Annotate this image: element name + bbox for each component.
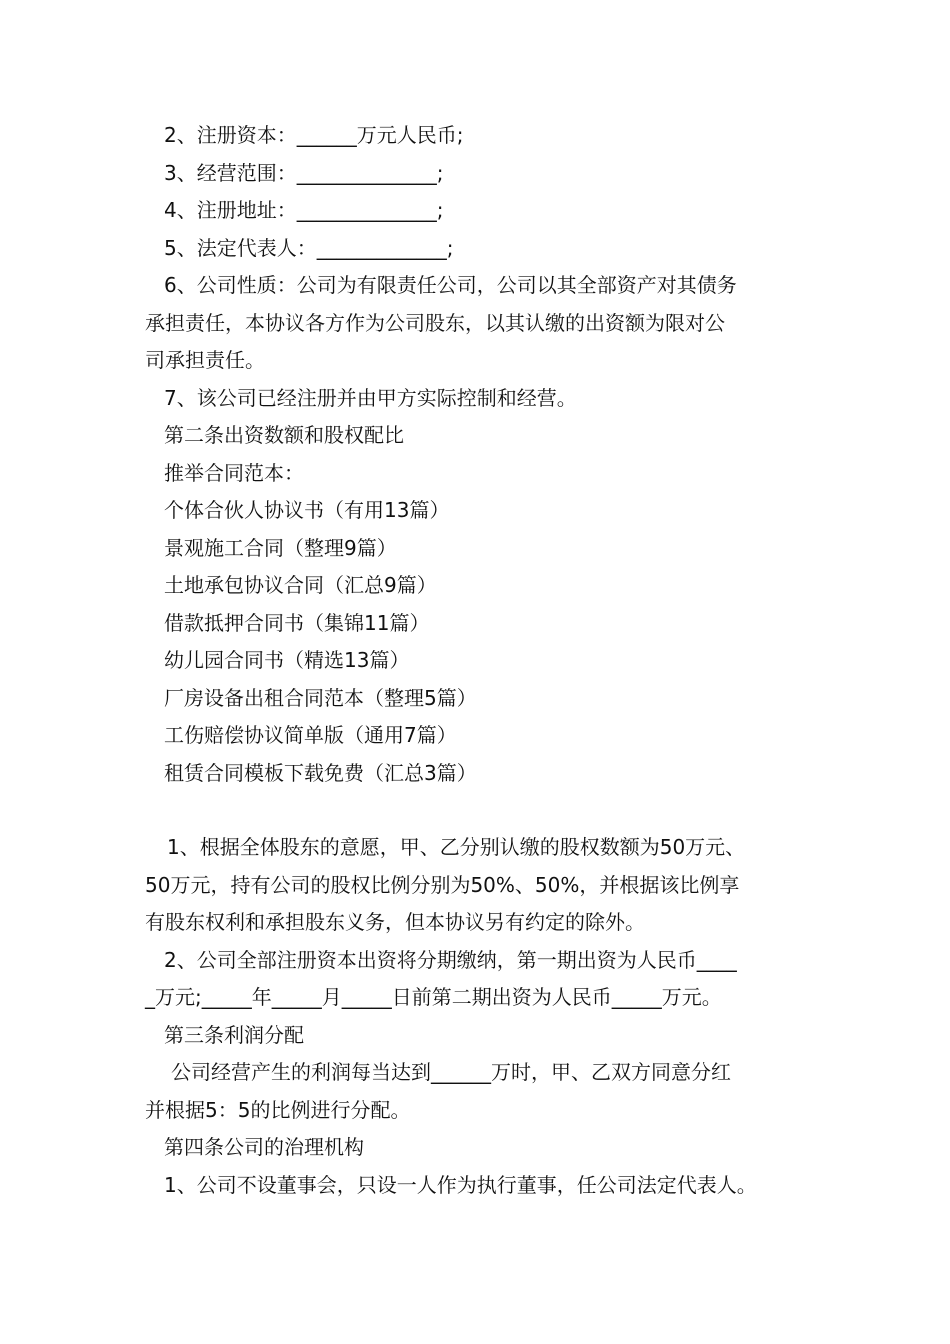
document-body [145, 117, 815, 1204]
clause-governance: 1、公司不设董事会，只设一人作为执行董事，任公司法定代表人。 [164, 1172, 757, 1197]
clause-profit-line-1: 公司经营产生的利润每当达到______万时，甲、乙双方同意分红 [171, 1060, 731, 1084]
recommend-link[interactable]: 厂房设备出租合同范本（整理5篇） [164, 685, 477, 710]
recommend-link[interactable]: 幼儿园合同书（精选13篇） [164, 648, 410, 672]
clause-equity-line-3: 有股东权利和承担股东义务，但本协议另有约定的除外。 [145, 910, 645, 934]
recommend-link[interactable]: 景观施工合同（整理9篇） [164, 535, 397, 560]
clause-equity-line-1: 1、根据全体股东的意愿，甲、乙分别认缴的股权数额为50万元、 [167, 835, 746, 859]
clause-company-control: 7、该公司已经注册并由甲方实际控制和经营。 [164, 385, 577, 410]
recommend-link[interactable]: 租赁合同模板下载免费（汇总3篇） [164, 760, 477, 785]
article-4-title: 第四条公司的治理机构 [164, 1135, 364, 1159]
clause-equity-line-2: 50万元，持有公司的股权比例分别为50%、50%，并根据该比例享 [145, 872, 740, 897]
clause-company-nature-line-2: 承担责任，本协议各方作为公司股东，以其认缴的出资额为限对公 [145, 310, 725, 335]
clause-legal-representative: 5、法定代表人：_____________; [164, 235, 454, 260]
article-3-title: 第三条利润分配 [164, 1022, 304, 1047]
recommend-link[interactable]: 土地承包协议合同（汇总9篇） [164, 573, 437, 597]
clause-company-nature-line-3: 司承担责任。 [145, 348, 265, 372]
clause-installment-line-2: _万元;_____年_____月_____日前第二期出资为人民币_____万元。 [145, 985, 722, 1009]
recommend-title: 推举合同范本： [164, 460, 304, 485]
clause-registered-capital: 2、注册资本：______万元人民币; [164, 123, 464, 147]
blank-spacer [145, 792, 815, 829]
clause-profit-line-2: 并根据5：5的比例进行分配。 [145, 1097, 411, 1122]
recommend-link[interactable]: 工伤赔偿协议简单版（通用7篇） [164, 723, 457, 747]
clause-business-scope: 3、经营范围：______________; [164, 160, 444, 185]
clause-registered-address: 4、注册地址：______________; [164, 198, 444, 222]
recommend-link[interactable]: 个体合伙人协议书（有用13篇） [164, 498, 450, 522]
clause-company-nature-line-1: 6、公司性质：公司为有限责任公司，公司以其全部资产对其债务 [164, 273, 737, 297]
recommend-link[interactable]: 借款抵押合同书（集锦11篇） [164, 610, 430, 635]
article-2-title: 第二条出资数额和股权配比 [164, 423, 404, 447]
clause-installment-line-1: 2、公司全部注册资本出资将分期缴纳，第一期出资为人民币____ [164, 947, 737, 972]
